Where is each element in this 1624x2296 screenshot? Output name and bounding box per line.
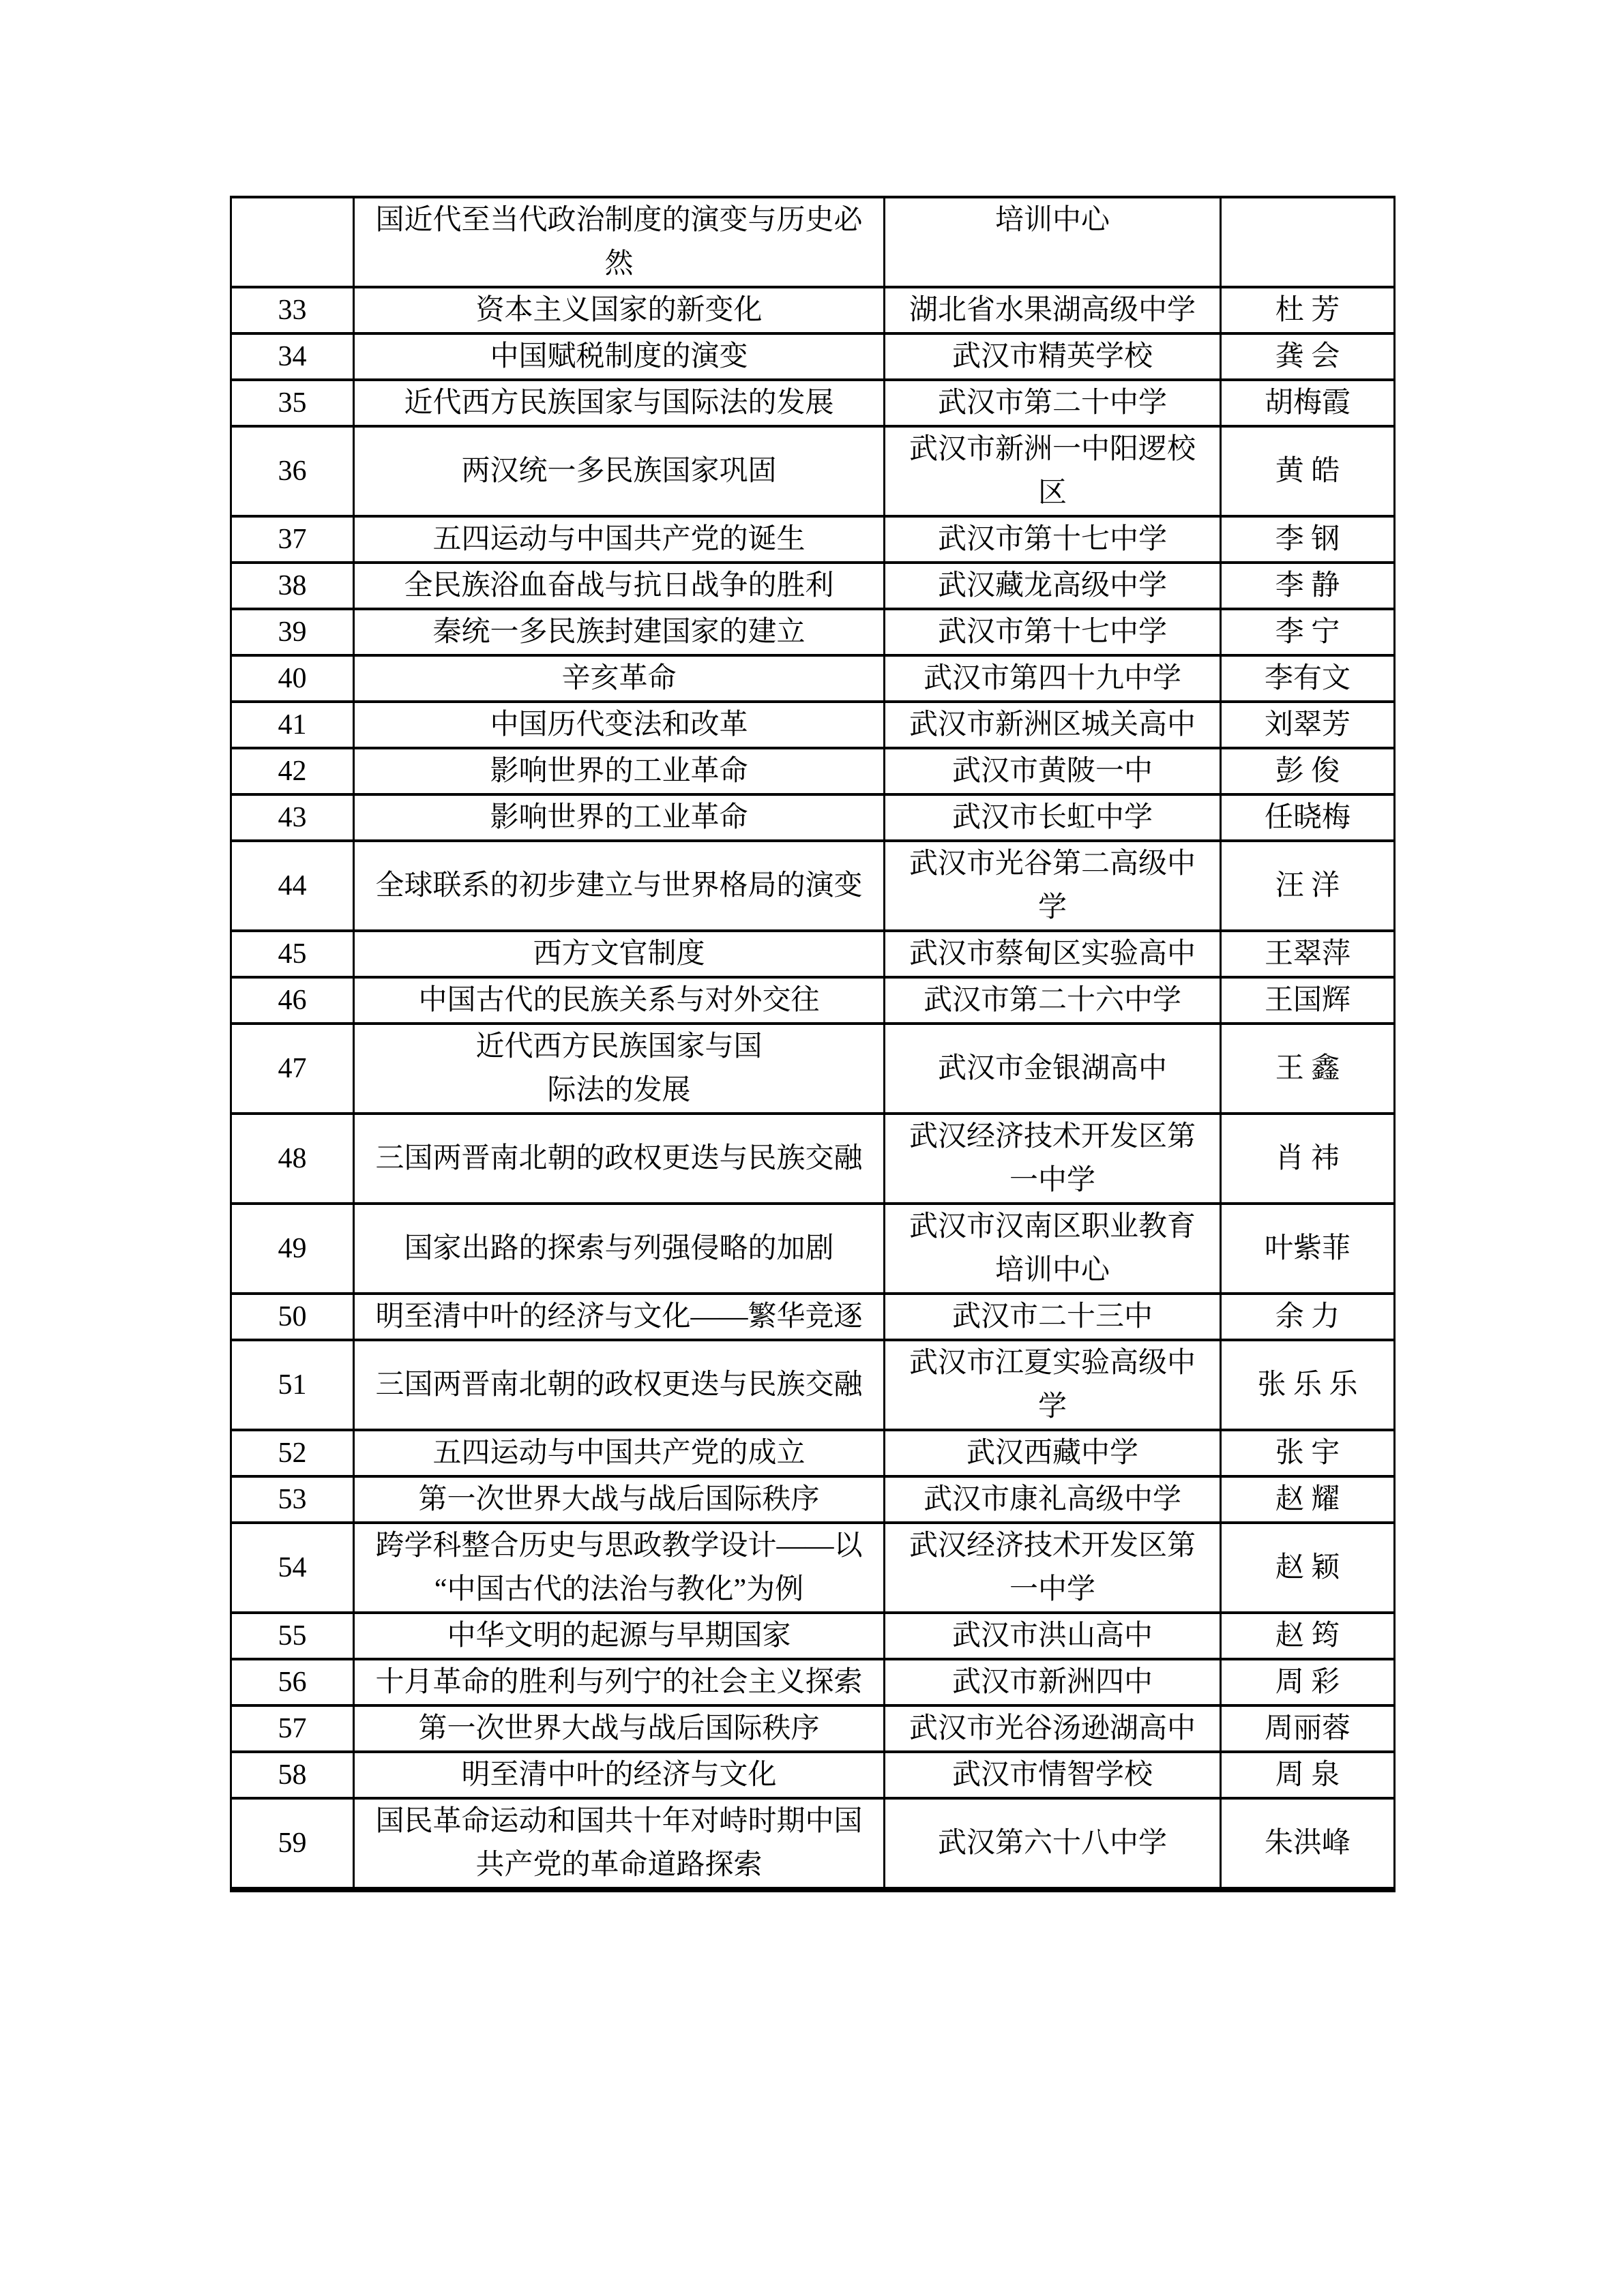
school-cell: 武汉市光谷汤逊湖高中: [885, 1705, 1221, 1752]
row-number-cell: 44: [231, 841, 354, 931]
row-number-cell: 51: [231, 1340, 354, 1430]
teacher-name-cell: 周 彩: [1221, 1659, 1395, 1705]
table-row: [231, 931, 1395, 977]
table-row: [231, 609, 1395, 655]
topic-cell: 五四运动与中国共产党的成立: [354, 1430, 885, 1476]
teacher-name-cell: 李 宁: [1221, 609, 1395, 655]
teacher-name-cell: 王翠萍: [1221, 931, 1395, 977]
topic-cell: 资本主义国家的新变化: [354, 287, 885, 333]
school-cell: 武汉市金银湖高中: [885, 1024, 1221, 1114]
row-number-cell: 41: [231, 702, 354, 748]
row-number-cell: 36: [231, 426, 354, 516]
school-cell: 武汉西藏中学: [885, 1430, 1221, 1476]
row-number-cell: 45: [231, 931, 354, 977]
topic-cell: 第一次世界大战与战后国际秩序: [354, 1705, 885, 1752]
teacher-name-cell: 李有文: [1221, 655, 1395, 702]
table-body: [231, 197, 1395, 1890]
school-cell: 武汉市二十三中: [885, 1294, 1221, 1340]
topic-cell: 国家出路的探索与列强侵略的加剧: [354, 1204, 885, 1294]
row-number-cell: 57: [231, 1705, 354, 1752]
table-row: [231, 655, 1395, 702]
topic-cell: 近代西方民族国家与国 际法的发展: [354, 1024, 885, 1114]
school-cell: 武汉市新洲区城关高中: [885, 702, 1221, 748]
row-number-cell: 52: [231, 1430, 354, 1476]
teacher-name-cell: 黄 皓: [1221, 426, 1395, 516]
row-number-cell: [231, 197, 354, 287]
teacher-name-cell: 胡梅霞: [1221, 380, 1395, 426]
row-number-cell: 56: [231, 1659, 354, 1705]
topic-cell: 三国两晋南北朝的政权更迭与民族交融: [354, 1114, 885, 1204]
school-cell: 武汉藏龙高级中学: [885, 563, 1221, 609]
teacher-name-cell: 任晓梅: [1221, 794, 1395, 841]
table-row: [231, 1114, 1395, 1204]
row-number-cell: 38: [231, 563, 354, 609]
row-number-cell: 47: [231, 1024, 354, 1114]
teacher-name-cell: 赵 颖: [1221, 1523, 1395, 1613]
row-number-cell: 43: [231, 794, 354, 841]
school-cell: 武汉市康礼高级中学: [885, 1476, 1221, 1523]
school-cell: 武汉市汉南区职业教育 培训中心: [885, 1204, 1221, 1294]
row-number-cell: 42: [231, 748, 354, 794]
school-cell: 武汉市第十七中学: [885, 609, 1221, 655]
row-number-cell: 50: [231, 1294, 354, 1340]
table-row: [231, 1613, 1395, 1659]
row-number-cell: 39: [231, 609, 354, 655]
table-row: [231, 1523, 1395, 1613]
topic-cell: 中华文明的起源与早期国家: [354, 1613, 885, 1659]
topic-cell: 第一次世界大战与战后国际秩序: [354, 1476, 885, 1523]
teacher-name-cell: 李 静: [1221, 563, 1395, 609]
teacher-name-cell: 张 乐 乐: [1221, 1340, 1395, 1430]
school-cell: 武汉市江夏实验高级中 学: [885, 1340, 1221, 1430]
school-cell: 武汉市第十七中学: [885, 516, 1221, 563]
school-cell: 武汉经济技术开发区第 一中学: [885, 1523, 1221, 1613]
topic-cell: 三国两晋南北朝的政权更迭与民族交融: [354, 1340, 885, 1430]
table-row: [231, 748, 1395, 794]
topic-cell: 西方文官制度: [354, 931, 885, 977]
table-row: [231, 1340, 1395, 1430]
row-number-cell: 37: [231, 516, 354, 563]
topic-cell: 辛亥革命: [354, 655, 885, 702]
table-row: [231, 702, 1395, 748]
table-row: [231, 794, 1395, 841]
teacher-name-cell: [1221, 197, 1395, 287]
topic-cell: 十月革命的胜利与列宁的社会主义探索: [354, 1659, 885, 1705]
row-number-cell: 59: [231, 1798, 354, 1890]
row-number-cell: 48: [231, 1114, 354, 1204]
topic-cell: 中国历代变法和改革: [354, 702, 885, 748]
topic-cell: 国民革命运动和国共十年对峙时期中国 共产党的革命道路探索: [354, 1798, 885, 1890]
table-row: [231, 333, 1395, 380]
school-cell: 武汉市蔡甸区实验高中: [885, 931, 1221, 977]
table-row: [231, 841, 1395, 931]
topic-cell: 近代西方民族国家与国际法的发展: [354, 380, 885, 426]
table-row: [231, 1294, 1395, 1340]
topic-cell: 影响世界的工业革命: [354, 748, 885, 794]
topic-cell: 明至清中叶的经济与文化: [354, 1752, 885, 1798]
topic-cell: 两汉统一多民族国家巩固: [354, 426, 885, 516]
table-row: [231, 1798, 1395, 1890]
table-row: [231, 1752, 1395, 1798]
row-number-cell: 53: [231, 1476, 354, 1523]
row-number-cell: 49: [231, 1204, 354, 1294]
teacher-name-cell: 朱洪峰: [1221, 1798, 1395, 1890]
topic-cell: 中国赋税制度的演变: [354, 333, 885, 380]
topic-cell: 中国古代的民族关系与对外交往: [354, 977, 885, 1024]
school-cell: 武汉市黄陂一中: [885, 748, 1221, 794]
teacher-name-cell: 龚 会: [1221, 333, 1395, 380]
teacher-name-cell: 周丽蓉: [1221, 1705, 1395, 1752]
table-row: [231, 1204, 1395, 1294]
table-row: [231, 563, 1395, 609]
table-row: [231, 197, 1395, 287]
school-cell: 培训中心: [885, 197, 1221, 287]
school-cell: 湖北省水果湖高级中学: [885, 287, 1221, 333]
school-cell: 武汉市新洲一中阳逻校 区: [885, 426, 1221, 516]
teacher-name-cell: 王国辉: [1221, 977, 1395, 1024]
school-cell: 武汉市洪山高中: [885, 1613, 1221, 1659]
teacher-name-cell: 叶紫菲: [1221, 1204, 1395, 1294]
topic-cell: 五四运动与中国共产党的诞生: [354, 516, 885, 563]
topic-cell: 全球联系的初步建立与世界格局的演变: [354, 841, 885, 931]
lesson-list-table: [230, 196, 1396, 1892]
table-row: [231, 1659, 1395, 1705]
school-cell: 武汉市长虹中学: [885, 794, 1221, 841]
teacher-name-cell: 张 宇: [1221, 1430, 1395, 1476]
teacher-name-cell: 刘翠芳: [1221, 702, 1395, 748]
teacher-name-cell: 彭 俊: [1221, 748, 1395, 794]
table-row: [231, 1705, 1395, 1752]
row-number-cell: 40: [231, 655, 354, 702]
table-row: [231, 516, 1395, 563]
row-number-cell: 58: [231, 1752, 354, 1798]
topic-cell: 跨学科整合历史与思政教学设计——以 “中国古代的法治与教化”为例: [354, 1523, 885, 1613]
teacher-name-cell: 王 鑫: [1221, 1024, 1395, 1114]
school-cell: 武汉经济技术开发区第 一中学: [885, 1114, 1221, 1204]
topic-cell: 秦统一多民族封建国家的建立: [354, 609, 885, 655]
school-cell: 武汉市情智学校: [885, 1752, 1221, 1798]
teacher-name-cell: 李 钢: [1221, 516, 1395, 563]
school-cell: 武汉市光谷第二高级中 学: [885, 841, 1221, 931]
table-row: [231, 287, 1395, 333]
teacher-name-cell: 汪 洋: [1221, 841, 1395, 931]
row-number-cell: 35: [231, 380, 354, 426]
row-number-cell: 55: [231, 1613, 354, 1659]
school-cell: 武汉市精英学校: [885, 333, 1221, 380]
school-cell: 武汉市第二十六中学: [885, 977, 1221, 1024]
table-row: [231, 426, 1395, 516]
school-cell: 武汉市新洲四中: [885, 1659, 1221, 1705]
topic-cell: 影响世界的工业革命: [354, 794, 885, 841]
row-number-cell: 34: [231, 333, 354, 380]
teacher-name-cell: 肖 祎: [1221, 1114, 1395, 1204]
teacher-name-cell: 赵 筠: [1221, 1613, 1395, 1659]
teacher-name-cell: 余 力: [1221, 1294, 1395, 1340]
school-cell: 武汉第六十八中学: [885, 1798, 1221, 1890]
topic-cell: 全民族浴血奋战与抗日战争的胜利: [354, 563, 885, 609]
teacher-name-cell: 赵 耀: [1221, 1476, 1395, 1523]
school-cell: 武汉市第四十九中学: [885, 655, 1221, 702]
teacher-name-cell: 杜 芳: [1221, 287, 1395, 333]
table-row: [231, 977, 1395, 1024]
table-row: [231, 1430, 1395, 1476]
row-number-cell: 46: [231, 977, 354, 1024]
school-cell: 武汉市第二十中学: [885, 380, 1221, 426]
topic-cell: 明至清中叶的经济与文化——繁华竞逐: [354, 1294, 885, 1340]
table-row: [231, 1024, 1395, 1114]
topic-cell: 国近代至当代政治制度的演变与历史必 然: [354, 197, 885, 287]
table-row: [231, 380, 1395, 426]
teacher-name-cell: 周 泉: [1221, 1752, 1395, 1798]
table-row: [231, 1476, 1395, 1523]
row-number-cell: 54: [231, 1523, 354, 1613]
row-number-cell: 33: [231, 287, 354, 333]
